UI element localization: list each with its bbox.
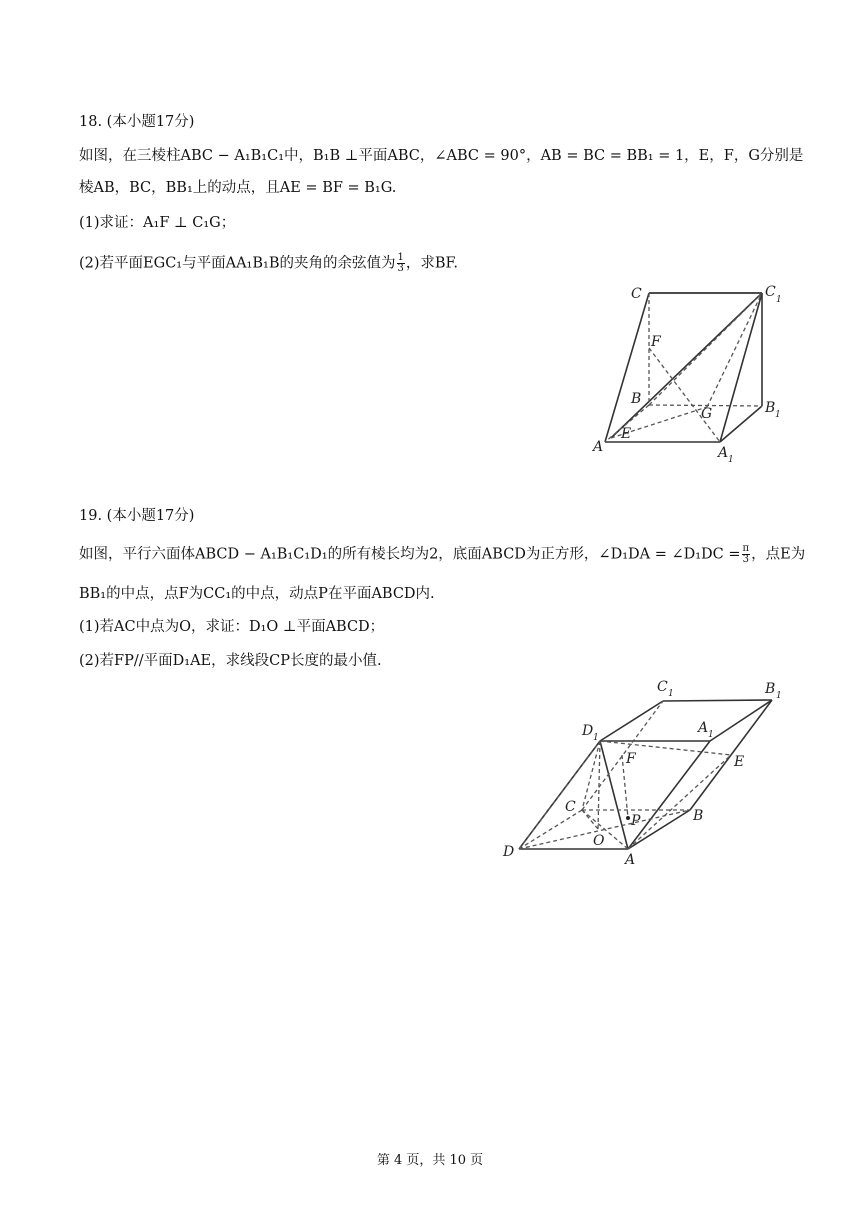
q19-stem-text-after: ，点E为 xyxy=(751,546,806,563)
q19-label-O: O xyxy=(593,833,605,849)
q18-part2-text-after: ，求BF. xyxy=(405,255,458,272)
q19-part1: (1)若AC中点为O，求证：D₁O ⊥平面ABCD； xyxy=(79,619,385,635)
q19-label-C: C xyxy=(565,799,576,815)
q18-label-A: A xyxy=(593,439,604,455)
q19-parallelepiped-figure xyxy=(495,672,795,872)
q18-label-B: B xyxy=(631,391,642,407)
q19-label-C1: C xyxy=(657,679,668,695)
q19-stem-text: 如图，平行六面体ABCD − A₁B₁C₁D₁的所有棱长均为2，底面ABCD为正方形，∠D₁DA = ∠D₁DC = xyxy=(79,546,741,563)
q19-point-P-dot xyxy=(626,816,630,820)
q18-label-A1: A xyxy=(718,445,729,461)
q19-label-D1: D xyxy=(582,723,594,739)
q18-prism-figure xyxy=(585,280,785,465)
q19-label-B1: B xyxy=(765,681,776,697)
q19-frac-num: π xyxy=(742,543,750,554)
q19-label-D: D xyxy=(503,844,515,860)
page-footer: 第 4 页，共 10 页 xyxy=(376,1153,484,1168)
q18-label-B1: B xyxy=(765,400,776,416)
q18-frac-den: 3 xyxy=(397,263,404,274)
q18-label-G: G xyxy=(701,406,713,422)
q18-label-E: E xyxy=(621,426,632,442)
q18-label-C1-sub: 1 xyxy=(776,295,782,305)
q19-label-B1-sub: 1 xyxy=(776,691,782,701)
q18-label-A1-sub: 1 xyxy=(728,455,734,465)
q18-frac-num: 1 xyxy=(397,252,404,263)
q18-label-F: F xyxy=(651,334,661,350)
q19-label-A: A xyxy=(625,852,636,868)
q18-label-C1: C xyxy=(765,284,776,300)
q19-label-E: E xyxy=(734,754,745,770)
q18-label-C: C xyxy=(631,286,642,302)
q19-stem-fraction xyxy=(742,544,751,565)
q18-stem-line2: 棱AB，BC，BB₁上的动点，且AE = BF = B₁G. xyxy=(79,180,397,196)
q19-part2: (2)若FP//平面D₁AE，求线段CP长度的最小值. xyxy=(79,653,382,669)
q19-label-B: B xyxy=(693,808,704,824)
q19-label-P: P xyxy=(631,813,641,829)
q18-label-B1-sub: 1 xyxy=(775,410,781,420)
q18-part2-text: (2)若平面EGC₁与平面AA₁B₁B的夹角的余弦值为 xyxy=(79,255,396,272)
q19-header: 19. (本小题17分) xyxy=(79,508,195,524)
q19-label-D1-sub: 1 xyxy=(593,733,599,743)
q19-label-F: F xyxy=(626,751,636,767)
q19-stem-line1 xyxy=(79,544,805,565)
q19-label-C1-sub: 1 xyxy=(668,689,674,699)
q19-label-A1: A xyxy=(698,720,709,736)
q19-frac-den: 3 xyxy=(742,554,750,565)
q19-label-A1-sub: 1 xyxy=(708,730,714,740)
q19-stem-line2: BB₁的中点，点F为CC₁的中点，动点P在平面ABCD内. xyxy=(79,586,435,602)
q18-part1: (1)求证：A₁F ⊥ C₁G； xyxy=(79,215,236,231)
q18-header: 18. (本小题17分) xyxy=(79,114,195,130)
q18-part2-fraction xyxy=(397,253,405,274)
q18-stem-line1: 如图，在三棱柱ABC − A₁B₁C₁中，B₁B ⊥平面ABC，∠ABC = 90°，AB = BC = BB₁ = 1，E，F，G分别是 xyxy=(79,148,804,164)
q18-part2 xyxy=(79,253,458,274)
